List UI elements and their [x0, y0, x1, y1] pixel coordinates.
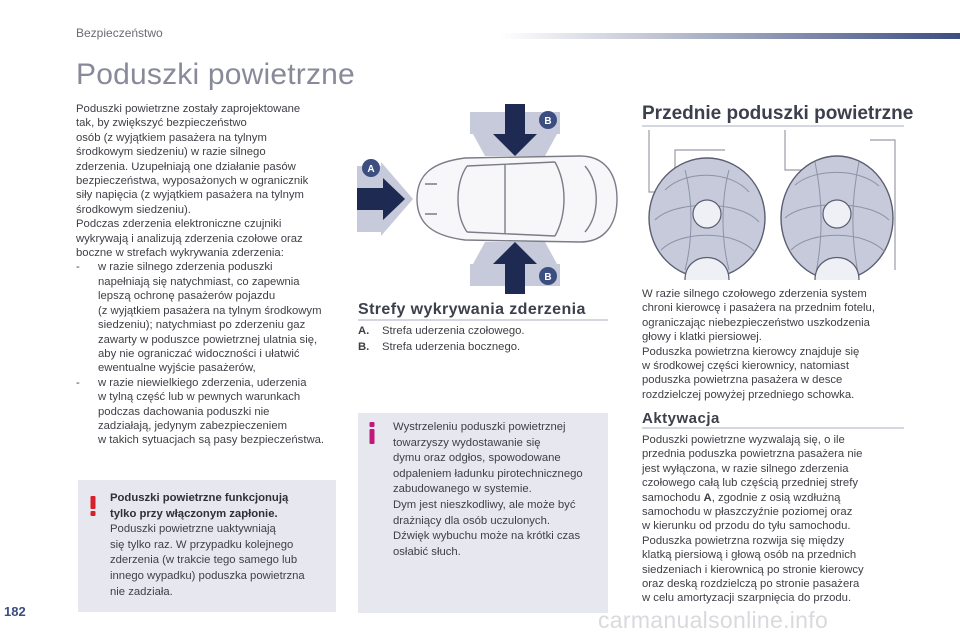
front-airbags-illustration — [645, 130, 900, 280]
zones-title: Strefy wykrywania zderzenia — [358, 301, 586, 318]
bullet-line: zadziałają, jedynym zabezpieczeniem — [98, 419, 288, 432]
info-line: drażniący dla osób uczulonych. — [393, 514, 550, 527]
warning-bold-line: Poduszki powietrzne funkcjonują — [110, 492, 289, 504]
passenger-airbag — [781, 156, 893, 280]
bullet-text — [98, 260, 344, 375]
activation-line: siedzeniach i kierownicą po stronie kierowcy — [642, 563, 864, 576]
front-line: Poduszka powietrzna kierowcy znajduje się — [642, 345, 860, 358]
warning-line: Poduszki powietrzne uaktywniają — [110, 523, 276, 536]
bullet-line: w razie niewielkiego zderzenia, uderzenia — [98, 376, 307, 389]
front-airbags-text — [642, 287, 912, 402]
bullet-line: w takich sytuacjach są pasy bezpieczeństwa. — [98, 434, 325, 447]
bullet-dash: - — [76, 376, 80, 389]
bullet-dash: - — [76, 261, 80, 274]
zone-text: Strefa uderzenia bocznego. — [382, 340, 521, 353]
intro-line: środkowym siedzeniu). — [76, 203, 191, 216]
bullet-line: lepszą ochronę pasażerów pojazdu — [98, 290, 276, 303]
bullet-line: napełniają się natychmiast, co zapewnia — [98, 275, 300, 288]
activation-text — [642, 433, 912, 606]
front-airbags-title: Przednie poduszki powietrzne — [642, 103, 914, 124]
activation-line: samochodu w płaszczyźnie poziomej oraz — [642, 506, 853, 519]
activation-line: oraz deską rozdzielczą po stronie pasażera — [642, 578, 860, 591]
warning-text — [110, 491, 330, 600]
intro-line: Poduszki powietrzne zostały zaprojektowane — [76, 103, 301, 115]
intro-line: bezpieczeństwa, wyposażonych w ogranicznik — [76, 175, 309, 188]
activation-title: Aktywacja — [642, 410, 720, 427]
front-line: ograniczając niebezpieczeństwo uszkodzenia — [642, 316, 870, 329]
intro-line: zderzenia. Uzupełniają one działanie pasów — [76, 160, 296, 173]
info-line: zabudowanego w systemie. — [393, 483, 532, 496]
info-line: odpaleniem ładunku pirotechnicznego — [393, 467, 583, 480]
bullet-text — [98, 376, 344, 448]
intro-line: tak, by zwiększyć bezpieczeństwo — [76, 117, 247, 130]
info-line: towarzyszy wydostawanie się — [393, 436, 541, 449]
intro-line: osób (z wyjątkiem pasażera na tylnym — [76, 131, 267, 144]
activation-line — [642, 491, 912, 505]
activation-zone-prefix: samochodu — [642, 491, 704, 504]
intro-line: boczne w strefach wykrywania zderzenia: — [76, 247, 284, 260]
warning-line: się tylko raz. W przypadku kolejnego — [110, 538, 294, 551]
activation-line: klatką piersiową i głową osób na przednich — [642, 549, 857, 562]
exclamation-icon — [87, 496, 99, 516]
bullet-line: podczas dachowania poduszki nie — [98, 405, 270, 418]
warning-bold-line: tylko przy włączonym zapłonie. — [110, 507, 278, 520]
zone-item — [358, 324, 525, 340]
warning-line: innego wypadku) poduszka powietrzna — [110, 569, 305, 582]
header-rule — [500, 33, 960, 39]
front-line: W razie silnego czołowego zderzenia system — [642, 288, 867, 300]
bullet-line: (z wyjątkiem pasażera na tylnym środkowym — [98, 304, 322, 317]
intro-line: środkowym siedzeniu) w razie silnego — [76, 146, 266, 159]
bullet-line: aby nie ograniczać widoczności i ułatwić — [98, 347, 300, 360]
driver-airbag — [649, 158, 765, 280]
activation-line: jest wyłączona, w razie silnego zderzenia — [642, 462, 849, 475]
zone-text: Strefa uderzenia czołowego. — [382, 325, 525, 337]
activation-line: czołowego całą lub częścią przedniej strefy — [642, 477, 859, 490]
watermark: carmanualsonline.info — [598, 607, 829, 633]
info-line: osłabić słuch. — [393, 545, 461, 558]
front-line: w środkowej części kierownicy, natomiast — [642, 360, 849, 373]
zones-rule — [358, 319, 608, 321]
info-line: Dźwięk wybuchu może na krótki czas — [393, 530, 581, 543]
page-number: 182 — [4, 604, 26, 619]
bullet-line: siedzeniu); natychmiast po zderzeniu gaz — [98, 319, 306, 332]
activation-line: Poduszki powietrzne wyzwalają się, o ile — [642, 434, 845, 446]
activation-zone-key: A — [703, 491, 712, 504]
section-header: Bezpieczeństwo — [76, 26, 163, 40]
bullet-line: zawarty w poduszce powietrznej ulatnia się, — [98, 333, 318, 346]
front-line: chroni kierowcę i pasażera na przednim fotelu, — [642, 302, 875, 315]
zone-key: B. — [358, 340, 370, 353]
info-line: dymu oraz odgłos, spowodowane — [393, 452, 561, 465]
zone-list — [358, 324, 525, 355]
page-title: Poduszki powietrzne — [76, 58, 355, 91]
intro-line: siły napięcia (z wyjątkiem pasażera na tylnym — [76, 189, 304, 202]
info-text — [393, 420, 605, 560]
activation-line: przednia poduszka powietrzna pasażera nie — [642, 448, 863, 461]
front-line: poduszka powietrzna pasażera w desce — [642, 374, 843, 387]
intro-text — [76, 102, 344, 448]
impact-zones-diagram — [355, 104, 625, 294]
zone-key: A. — [358, 325, 370, 337]
activation-line: Poduszka powietrzna rozwija się między — [642, 534, 845, 547]
activation-rule — [642, 427, 904, 429]
info-line: Wystrzeleniu poduszki powietrznej — [393, 421, 566, 433]
info-line: Dym jest nieszkodliwy, ale może być — [393, 498, 576, 511]
activation-line: w kierunku od przodu do tyłu samochodu. — [642, 520, 851, 533]
bullet-item — [76, 260, 344, 375]
bullet-line: w razie silnego zderzenia poduszki — [98, 261, 273, 274]
intro-line: Podczas zderzenia elektroniczne czujniki — [76, 218, 282, 231]
zone-item — [358, 340, 525, 356]
car-outline — [417, 156, 617, 242]
activation-line: w celu amortyzacji szarpnięcia do przodu. — [642, 592, 852, 605]
front-line: rozdzielczej powyżej przedniego schowka. — [642, 388, 855, 401]
label-b-bottom: B — [544, 272, 552, 283]
warning-line: zderzenia (w trakcie tego samego lub — [110, 554, 298, 567]
front-airbags-rule — [642, 125, 904, 127]
front-line: głowy i klatki piersiowej. — [642, 331, 762, 344]
label-b-top: B — [544, 116, 552, 127]
warning-line: nie zadziała. — [110, 585, 173, 598]
bullet-line: ewentualne wyjście pasażerów, — [98, 362, 256, 375]
label-a: A — [367, 164, 375, 175]
activation-zone-suffix: , zgodnie z osią wzdłużną — [711, 491, 841, 504]
bullet-item — [76, 376, 344, 448]
intro-line: wykrywają i analizują zderzenia czołowe oraz — [76, 232, 303, 245]
bullet-line: w tylną część lub w pewnych warunkach — [98, 391, 301, 404]
info-icon — [367, 422, 377, 444]
